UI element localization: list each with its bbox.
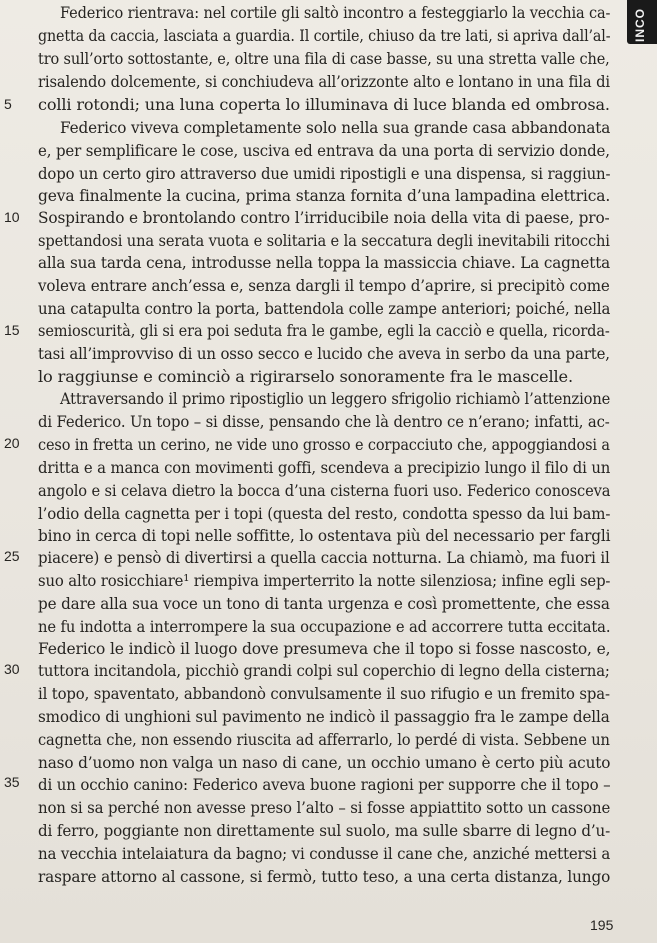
line-number: 20 — [4, 435, 20, 451]
text-line: piacere) e pensò di divertirsi a quella caccia notturna. La chiamò, ma fuori il — [38, 548, 610, 567]
text-line: angolo e si celava dietro la bocca d’una cisterna fuori uso. Federico conosceva — [38, 481, 611, 500]
text-line: Federico rientrava: nel cortile gli saltò incontro a festeggiarlo la vecchia ca- — [60, 3, 611, 22]
text-line: pe dare alla sua voce un tono di tanta urgenza e così promettente, che essa — [38, 594, 610, 613]
text-line: spettandosi una serata vuota e solitaria e la seccatura degli inevitabili ritocchi — [38, 231, 610, 250]
text-line: suo alto rosicchiare¹ riempiva imperterrito la notte silenziosa; infine egli sep- — [38, 571, 611, 590]
text-line: bino in cerca di topi nelle soffitte, lo ostentava più del necessario per fargli — [38, 526, 611, 545]
text-line: tro sull’orto sottostante, e, oltre una fila di case basse, su una stretta valle che, — [38, 49, 610, 68]
text-line: naso d’uomo non valga un naso di cane, un occhio umano è certo più acuto — [38, 753, 611, 772]
page-number: 195 — [590, 917, 614, 933]
text-line: di un occhio canino: Federico aveva buone ragioni per supporre che il topo – — [38, 775, 611, 794]
text-line: ceso in fretta un cerino, ne vide uno grosso e corpacciuto che, appoggiandosi a — [38, 435, 610, 454]
section-tab-label: INCO — [633, 8, 647, 42]
text-line: smodico di unghioni sul pavimento ne indicò il passaggio fra le zampe della — [38, 707, 610, 726]
text-line: Sospirando e brontolando contro l’irriducibile noia della vita di paese, pro- — [38, 208, 610, 227]
line-number: 10 — [4, 209, 20, 225]
text-line: alla sua tarda cena, introdusse nella toppa la massiccia chiave. La cagnetta — [38, 253, 611, 272]
text-line: semioscurità, gli si era poi seduta fra le gambe, egli la cacciò e quella, ricorda- — [38, 321, 610, 340]
text-line: risalendo dolcemente, si conchiudeva all’orizzonte alto e lontano in una fila di — [38, 72, 610, 91]
text-line: l’odio della cagnetta per i topi (questa del resto, condotta spesso da lui bam- — [38, 504, 611, 523]
text-line: di Federico. Un topo – si disse, pensando che là dentro ce n’erano; infatti, ac- — [38, 412, 610, 431]
line-number: 25 — [4, 548, 20, 564]
line-number: 15 — [4, 322, 20, 338]
text-line: e, per semplificare le cose, usciva ed entrava da una porta di servizio donde, — [38, 141, 610, 160]
text-line: geva finalmente la cucina, prima stanza fornita d’una lampadina elettrica. — [38, 186, 611, 205]
line-number: 5 — [4, 96, 12, 112]
text-line: voleva entrare anch’essa e, senza dargli il tempo d’aprire, si precipitò come — [38, 276, 610, 295]
text-line: il topo, spaventato, abbandonò convulsamente il suo rifugio e un fremito spa- — [38, 684, 610, 703]
text-line: Attraversando il primo ripostiglio un leggero sfrigolio richiamò l’attenzione — [60, 389, 611, 408]
text-line: gnetta da caccia, lasciata a guardia. Il cortile, chiuso da tre lati, si apriva dall’al- — [38, 26, 611, 45]
text-line: lo raggiunse e cominciò a rigirarselo sonoramente fra le mascelle. — [38, 367, 573, 386]
line-number: 35 — [4, 774, 20, 790]
text-line: dritta e a manca con movimenti goffi, scendeva a precipizio lungo il filo di un — [38, 458, 611, 477]
line-number: 30 — [4, 661, 20, 677]
text-line: Federico viveva completamente solo nella sua grande casa abbandonata — [60, 118, 611, 137]
text-line: raspare attorno al cassone, si fermò, tutto teso, a una certa distanza, lungo — [38, 867, 611, 886]
text-line: na vecchia intelaiatura da bagno; vi condusse il cane che, anziché mettersi a — [38, 844, 611, 863]
text-line: tasi all’improvviso di un osso secco e lucido che aveva in serbo da una parte, — [38, 344, 610, 363]
text-line: ne fu indotta a interrompere la sua occupazione e ad accorrere tutta eccitata. — [38, 617, 611, 636]
text-line: una catapulta contro la porta, battendola colle zampe anteriori; poiché, nella — [38, 299, 611, 318]
text-line: colli rotondi; una luna coperta lo illuminava di luce blanda ed ombrosa. — [38, 95, 610, 114]
text-line: cagnetta che, non essendo riuscita ad afferrarlo, lo perdé di vista. Sebbene un — [38, 730, 610, 749]
text-line: dopo un certo giro attraverso due umidi ripostigli e una dispensa, si raggiun- — [38, 164, 611, 183]
text-line: tuttora incitandola, picchiò grandi colpi sul coperchio di legno della cisterna; — [38, 661, 610, 680]
text-line: non si sa perché non avesse preso l’alto – si fosse appiattito sotto un cassone — [38, 798, 611, 817]
text-line: Federico le indicò il luogo dove presumeva che il topo si fosse nascosto, e, — [38, 639, 611, 658]
text-line: di ferro, poggiante non direttamente sul suolo, ma sulle sbarre di legno d’u- — [38, 821, 611, 840]
